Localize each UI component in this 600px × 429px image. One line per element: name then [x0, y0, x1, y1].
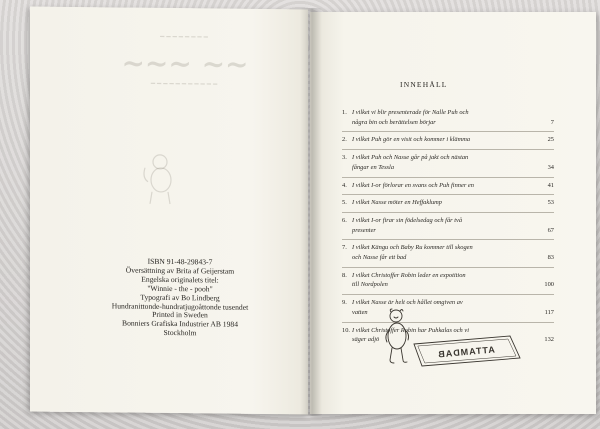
isbn: ISBN 91-48-29843-7	[147, 256, 213, 267]
bleed-through-sketch	[140, 148, 190, 209]
toc-page-number: 117	[544, 308, 554, 316]
toc-entry: 2. I vilket Puh gör en visit och kommer i klämma 25	[342, 136, 554, 144]
print-run: Hundranittonde-hundratjugoåttonde tusendet	[111, 300, 249, 312]
toc-page-number: 53	[547, 199, 554, 207]
toc-entry: 3. I vilket Puh och Nasse går på jakt och nästan fångar en Tessla 34	[342, 154, 554, 171]
right-page	[310, 12, 596, 414]
toc-page-number: 7	[550, 118, 554, 126]
original-title-label: Engelska originalets titel:	[141, 274, 219, 285]
toc-entry: 6. I vilket I-or firar sin födelsedag och får två presenter 67	[342, 217, 554, 234]
printed-in: Printed in Sweden	[152, 310, 208, 320]
toc-entry: 4. I vilket I-or förlorar en svans och Puh finner en 41	[342, 181, 554, 189]
toc-page-number: 83	[547, 254, 554, 262]
toc-entry: 10. I vilket Christoffer Robin har Puhkalas och vi säger adjö 132	[342, 326, 554, 344]
translator: Översättning av Brita af Geijerstam	[125, 265, 235, 276]
city: Stockholm	[163, 328, 197, 338]
toc-entry: 8. I vilket Christoffer Robin leder en expotition till Nordpolen 100	[342, 271, 554, 289]
toc-entry: 5. I vilket Nasse möter en Heffaklump 53	[342, 199, 554, 207]
toc-page-number: 100	[544, 281, 554, 289]
book-spine	[300, 8, 322, 416]
toc-page-number: 132	[544, 336, 554, 344]
printer: Bonniers Grafiska Industrier AB 1984	[122, 318, 238, 330]
toc-page-number: 25	[547, 136, 554, 144]
typography: Typografi av Bo Lindberg	[140, 292, 220, 303]
toc-entry: 1. I vilket vi blir presenterade för Nalle Puh och några bin och berättelsen börjar 7	[342, 109, 554, 126]
open-book	[30, 8, 598, 418]
imprint-block	[85, 257, 275, 339]
toc-page-number: 34	[547, 163, 554, 171]
toc-entry: 9. I vilket Nasse är helt och hållet omgiven av vatten 117	[342, 299, 554, 316]
pooh-doormat-illustration	[370, 304, 530, 376]
toc-heading: INNEHÅLL	[400, 80, 448, 89]
bleed-through-title: ━━━━━━━━ ~~~ ~~ ━━━━━━━━━━━	[121, 32, 249, 89]
original-title: "Winnie - the - pooh"	[147, 283, 213, 294]
doormat-text: ATTAMDAB	[436, 344, 496, 360]
toc-page-number: 67	[547, 226, 554, 234]
left-page	[30, 7, 308, 415]
toc-page-number: 41	[547, 181, 554, 189]
toc-entry: 7. I vilket Kängu och Baby Ru kommer till skogen och Nasse får ett bad 83	[342, 244, 554, 262]
